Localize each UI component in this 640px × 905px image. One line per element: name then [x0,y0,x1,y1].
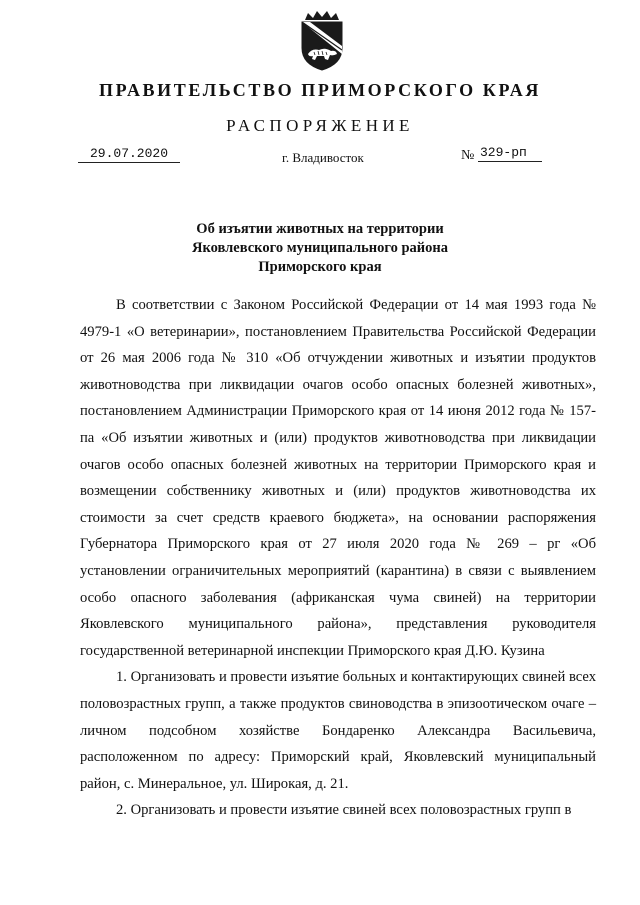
subject-line-1: Об изъятии животных на территории [196,221,444,237]
item-1-paragraph: 1. Организовать и провести изъятие больных и контактирующих свиней всех половозрастных групп, а также продуктов свиноводства в эпизоотическом очаге – личном подсобном хозяйстве Бондаренко Александра Васильевича, расположенном по адресу: Приморский край, Яковлевский муниципальный район, с. Минеральное, ул. Широкая, д. 21. [80,669,597,792]
item-2-paragraph: 2. Организовать и провести изъятие свиней всех половозрастных групп в [116,802,572,819]
preamble-paragraph: В соответствии с Законом Российской Федерации от 14 мая 1993 года № 4979-1 «О ветеринарии», постановлением Правительства Российской Федерации от 26 мая 2006 года № 310 «Об отчуждении животных и изъятии продуктов животноводства при ликвидации очагов особо опасных болезней животных», постановлением Администрации Приморского края от 14 июня 2012 года № 157-па «Об изъятии животных и (или) продуктов животноводства при ликвидации очагов особо опасных болезней животных на территории Приморского края и возмещении собственнику животных и (или) продуктов животноводства их стоимости за счет средств краевого бюджета», на основании распоряжения Губернатора Приморского края от 27 июля 2020 года № 269 – рг «Об установлении ограничительных мероприятий (карантина) в связи с выявлением особо опасного заболевания (африканская чума свиней) на территории Яковлевского муниципального района», представления руководителя государственной ветеринарной инспекции Приморского края Д.Ю. Кузина [80,297,596,659]
document-number: 329-рп [478,145,542,162]
government-title: ПРАВИТЕЛЬСТВО ПРИМОРСКОГО КРАЯ [99,80,541,100]
document-type: РАСПОРЯЖЕНИЕ [226,116,414,135]
subject-line-3: Приморского края [258,259,382,275]
subject-line-2: Яковлевского муниципального района [192,240,448,256]
document-date: 29.07.2020 [78,146,180,163]
coat-of-arms-icon [297,10,347,72]
document-city: г. Владивосток [282,150,364,165]
document-body [80,292,596,824]
document-subject [0,220,640,277]
document-number-prefix: № [461,148,475,163]
